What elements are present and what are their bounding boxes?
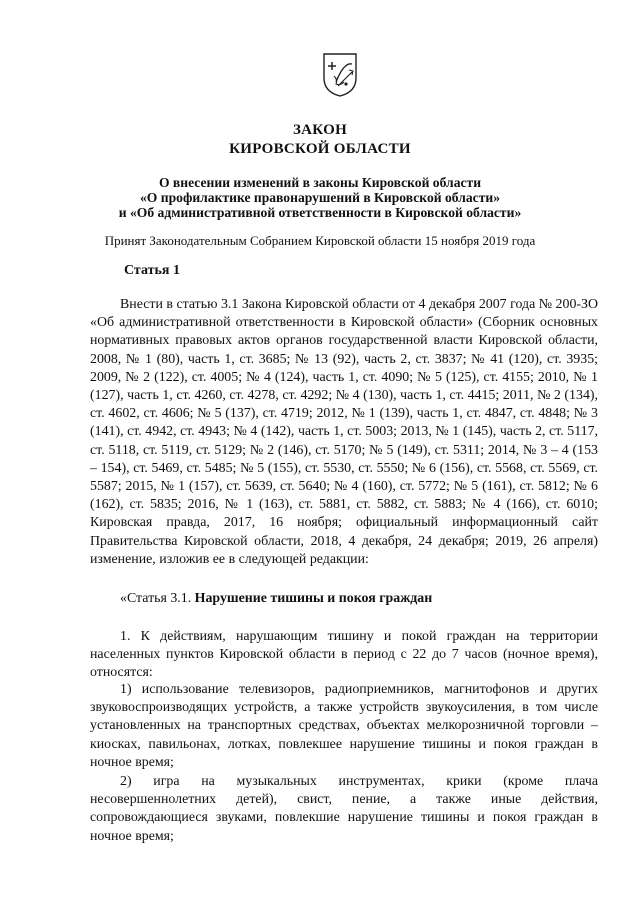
subitem-1-paragraph: 1) использование телевизоров, радиоприемников, магнитофонов и других звуковоспроизводящих устройств, а также устройств звукоусиления, в том числе установленных на транспортных средствах, объектах мелкорозничной торговли – киосках, павильонах, лотках, повлекшее нарушение тишины и покоя граждан в ночное время;	[90, 682, 598, 770]
article-heading: Статья 1	[124, 263, 180, 278]
kirov-oblast-coat-of-arms-icon	[322, 52, 358, 98]
subtitle-line-3: и «Об административной ответственности в Кировской области»	[118, 205, 522, 220]
subitem-2-paragraph: 2) игра на музыкальных инструментах, крики (кроме плача несовершеннолетних детей), свист, пение, а также иные действия, сопровождающиеся звуками, повлекшие нарушение тишины и покоя граждан в ночное время;	[90, 774, 598, 844]
quoted-article-heading	[90, 590, 598, 608]
item-1-paragraph: 1. К действиям, нарушающим тишину и покой граждан на территории населенных пунктов Кировской области в период с 22 до 7 часов (ночное время), относятся:	[90, 629, 598, 681]
quoted-article-title: Нарушение тишины и покоя граждан	[194, 591, 433, 606]
law-title: ЗАКОН	[292, 122, 348, 138]
quoted-article-prefix: «Статья 3.1.	[120, 591, 195, 606]
amendment-paragraph: Внести в статью 3.1 Закона Кировской области от 4 декабря 2007 года № 200-ЗО «Об административной ответственности в Кировской области» (Сборник основных нормативных правовых актов органов государственной власти Кировской области, 2008, № 1 (80), часть 1, ст. 3685; № 13 (92), часть 2, ст. 3837; № 41 (120), ст. 3935; 2009, № 2 (122), ст. 4005; № 4 (124), часть 1, ст. 4090; № 5 (125), ст. 4155; 2010, № 1 (127), часть 1, ст. 4260, ст. 4278, ст. 4292; № 4 (130), часть 1, ст. 4415; 2011, № 2 (134), ст. 4602, ст. 4606; № 5 (137), ст. 4719; 2012, № 1 (139), часть 1, ст. 4847, ст. 4848; № 3 (141), ст. 4942, ст. 4943; № 4 (142), часть 1, ст. 5003; 2013, № 1 (145), часть 2, ст. 5117, ст. 5118, ст. 5119, ст. 5129; № 2 (146), ст. 5170; № 5 (149), ст. 5311; 2014, № 3 – 4 (153 – 154), ст. 5469, ст. 5485; № 5 (155), ст. 5530, ст. 5550; № 6 (156), ст. 5568, ст. 5569, ст. 5587; 2015, № 1 (157), ст. 5639, ст. 5640; № 4 (160), ст. 5772; № 5 (161), ст. 5812; № 6 (162), ст. 5835; 2016, № 1 (163), ст. 5881, ст. 5882, ст. 5883; № 4 (166), ст. 6010; Кировская правда, 2017, 16 ноября; официальный информационный сайт Правительства Кировской области, 2018, 4 декабря, 24 декабря; 2019, 26 апреля) изменение, изложив ее в следующей редакции:	[90, 297, 598, 567]
law-region-title: КИРОВСКОЙ ОБЛАСТИ	[229, 141, 411, 157]
subtitle-line-1: О внесении изменений в законы Кировской области	[158, 175, 482, 190]
subtitle-line-2: «О профилактике правонарушений в Кировской области»	[139, 190, 501, 205]
adoption-note: Принят Законодательным Собранием Кировской области 15 ноября 2019 года	[104, 233, 536, 248]
